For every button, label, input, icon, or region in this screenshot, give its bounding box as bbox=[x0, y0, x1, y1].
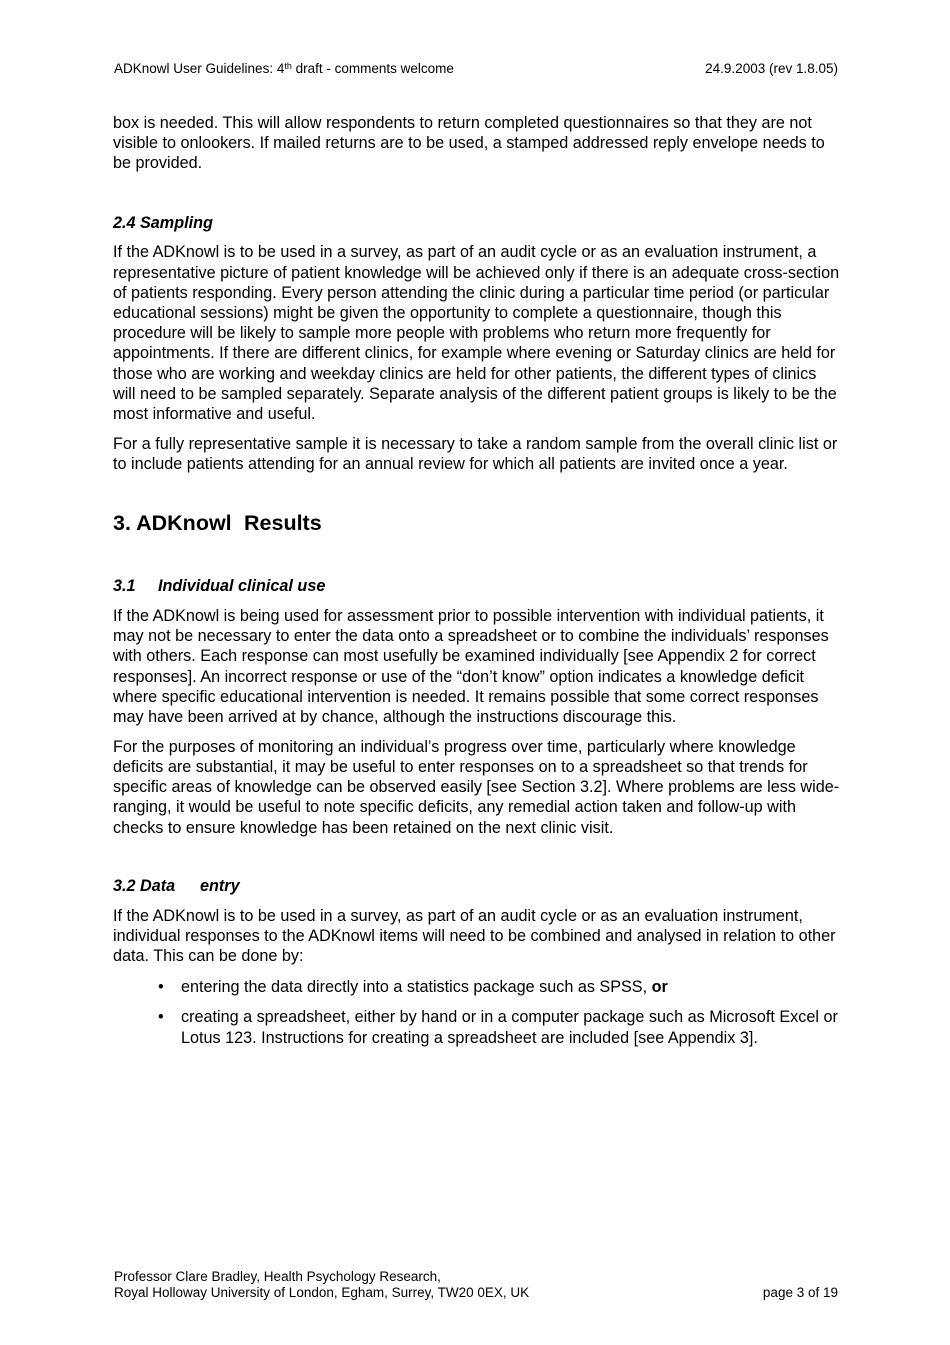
data-entry-list bbox=[113, 977, 843, 1048]
section-2-4-heading: 2.4 Sampling bbox=[113, 213, 213, 232]
section-2-4-paragraph-1: If the ADKnowl is to be used in a survey, as part of an audit cycle or as an evaluation instrument, a representative picture of patient knowledge will be achieved only if there is an adequate cross-section of patients responding. Every person attending the clinic during a particular time period (or particular educational sessions) might be given the opportunity to complete a questionnaire, though this procedure will be likely to sample more people with problems who return more frequently for appointments. If there are different clinics, for example where evening or Saturday clinics are held for those who are working and weekday clinics are held for other patients, the different types of clinics will need to be sampled separately. Separate analysis of the different patient groups is likely to be the most informative and useful. bbox=[113, 243, 840, 424]
list-item: • entering the data directly into a statistics package such as SPSS, or bbox=[158, 978, 668, 997]
section-3-1-paragraph-1: If the ADKnowl is being used for assessment prior to possible intervention with individual patients, it may not be necessary to enter the data onto a spreadsheet or to combine the individuals’ responses with others. Each response can most usefully be examined individually [see Appendix 2 for correct responses]. An incorrect response or use of the “don’t know” option indicates a knowledge deficit where specific educational intervention is needed. It remains possible that some correct responses may have been arrived at by chance, although the instructions discourage this. bbox=[113, 607, 829, 727]
section-3-2-paragraph: If the ADKnowl is to be used in a survey, as part of an audit cycle or as an evaluation instrument, individual responses to the ADKnowl items will need to be combined and analysed in relation to other data. This can be done by: bbox=[113, 906, 836, 966]
page-header bbox=[114, 61, 838, 77]
footer-author: Professor Clare Bradley, Health Psychology Research, bbox=[114, 1269, 441, 1284]
intro-paragraph: box is needed. This will allow respondents to return completed questionnaires so that they are not visible to onlookers. If mailed returns are to be used, a stamped addressed reply envelope needs to be provided. bbox=[113, 114, 825, 173]
section-3-heading: 3. ADKnowl Results bbox=[113, 511, 322, 536]
section-3-1-paragraph-2: For the purposes of monitoring an individual’s progress over time, particularly where knowledge deficits are substantial, it may be useful to enter responses on to a spreadsheet so that trends for specific areas of knowledge can be observed easily [see Section 3.2]. Where problems are less wide-ranging, it would be useful to note specific deficits, any remedial action taken and follow-up with checks to ensure knowledge has been retained on the next clinic visit. bbox=[113, 737, 840, 837]
page-footer bbox=[114, 1269, 838, 1301]
section-3-1-heading: 3.1 Individual clinical use bbox=[113, 577, 326, 596]
page-number: page 3 of 19 bbox=[762, 1285, 838, 1300]
section-2-4-paragraph-2: For a fully representative sample it is necessary to take a random sample from the overall clinic list or to include patients attending for an annual review for which all patients are invited once a year. bbox=[113, 434, 838, 474]
list-item: • creating a spreadsheet, either by hand or in a computer package such as Microsoft Excel or Lotus 123. Instructions for creating a spreadsheet are included [see Appendix 3]. bbox=[158, 1008, 838, 1047]
section-3-2-heading: 3.2 Data entry bbox=[113, 876, 240, 895]
bullet-icon: • bbox=[158, 978, 164, 997]
bullet-icon: • bbox=[158, 1008, 164, 1027]
document-body bbox=[113, 113, 843, 1058]
footer-address: Royal Holloway University of London, Egham, Surrey, TW20 0EX, UK bbox=[114, 1285, 530, 1300]
header-title: ADKnowl User Guidelines: 4th draft - comments welcome bbox=[114, 61, 454, 76]
header-date: 24.9.2003 (rev 1.8.05) bbox=[705, 61, 838, 76]
